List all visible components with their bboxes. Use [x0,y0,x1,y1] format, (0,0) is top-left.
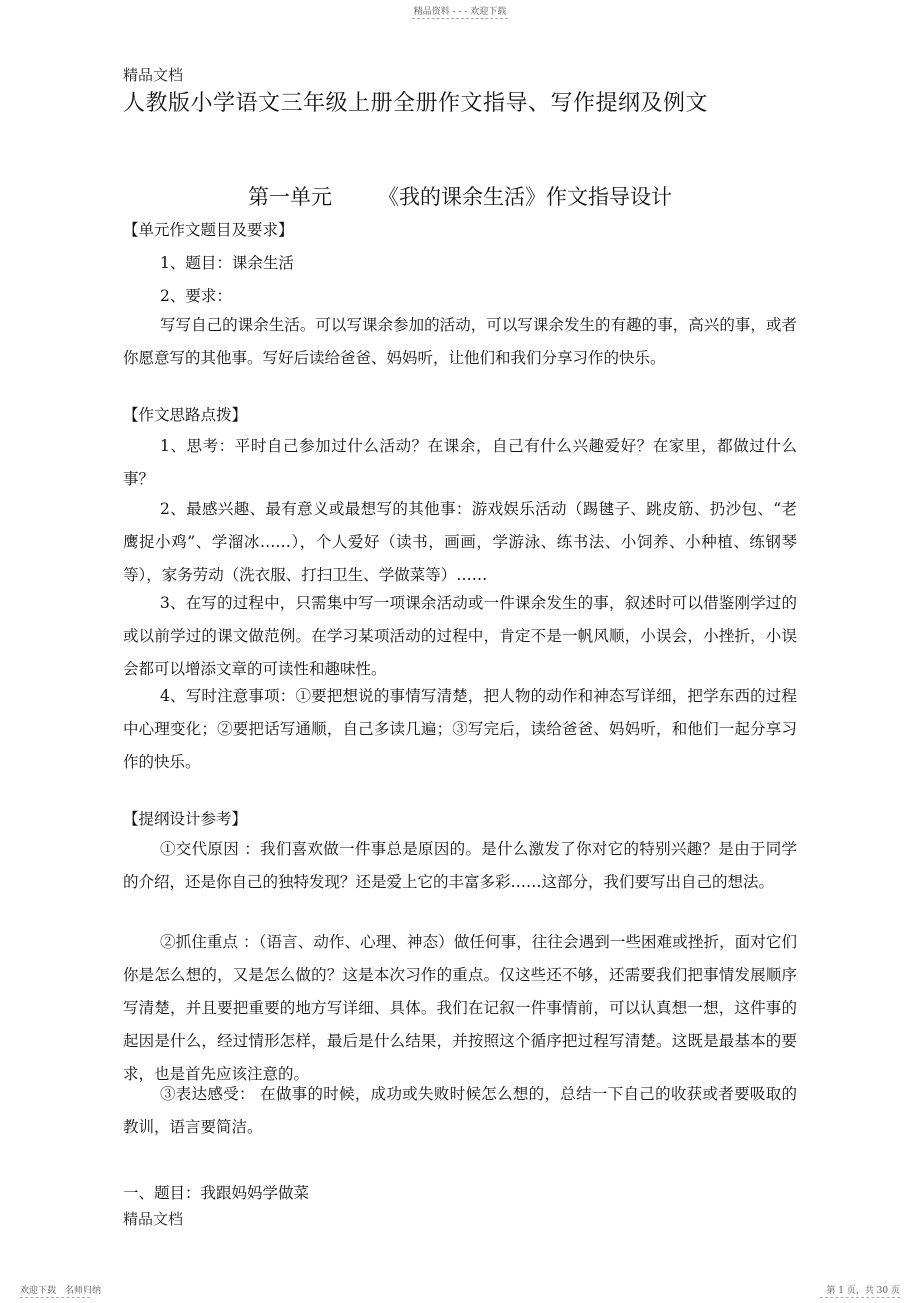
requirement-text: 写写自己的课余生活。可以写课余参加的活动，可以写课余发生的有趣的事，高兴的事，或者你愿意写的其他事。写好后读给爸爸、妈妈听，让他们和我们分享习作的快乐。 [123,316,797,367]
footer-left: 欢迎下载 名师归纳 [20,1286,102,1296]
page-header: 精品资料 - - - 欢迎下载 [413,7,507,17]
page-number: 第 1 页，共 30 页 [826,1286,900,1296]
doc-mark-top: 精品文档 [123,66,184,84]
requirement-label: 2、要求： [160,287,232,305]
outline-paragraph-1: ①交代原因 ：我们喜欢做一件事总是原因的。是什么激发了你对它的特别兴趣？是由于同学的介绍，还是你自己的独特发现？还是爱上它的丰富多彩……这部分，我们要写出自己的想法。 [123,840,797,891]
next-topic: 一、题目：我跟妈妈学做菜 [123,1184,310,1202]
idea-paragraph-4: 4、写时注意事项：①要把想说的事情写清楚，把人物的动作和神态写详细，把学东西的过程中心理变化；②要把话写通顺，自己多读几遍；③写完后，读给爸爸、妈妈听，和他们一起分享习作的快乐。 [123,687,797,771]
idea-paragraph-2: 2、最感兴趣、最有意义或最想写的其他事：游戏娱乐活动（踢毽子、跳皮筋、扔沙包、“老 鹰捉小鸡”、学溜冰……），个人爱好（读书，画画，学游泳、练书法、小饲养、小种植、练钢琴等），家务劳动（洗衣服、打扫卫生、学做菜等）…… [123,500,813,584]
footer-right-divider [820,1297,900,1298]
idea-paragraph-1: 1、思考：平时自己参加过什么活动？在课余，自己有什么兴趣爱好？在家里，都做过什么事？ [123,437,797,488]
section-heading-requirements: 【单元作文题目及要求】 [123,221,294,239]
section-heading-ideas: 【作文思路点拨】 [123,406,248,424]
footer-left-divider [20,1297,90,1298]
idea-paragraph-3: 3、在写的过程中，只需集中写一项课余活动或一件课余发生的事，叙述时可以借鉴刚学过的或以前学过的课文做范例。在学习某项活动的过程中，肯定不是一帆风顺，小误会，小挫折，小误会都可以增添文章的可读性和趣味性。 [123,594,797,678]
topic-line: 1、题目：课余生活 [160,254,294,272]
header-divider [412,18,508,19]
section-heading-outline: 【提纲设计参考】 [123,810,248,828]
unit-subtitle [123,181,797,211]
document-title: 人教版小学语文三年级上册全册作文指导、写作提纲及例文 [123,91,709,116]
unit-name: 《我的课余生活》作文指导设计 [378,185,672,209]
unit-label: 第一单元 [248,185,332,209]
outline-paragraph-2: ②抓住重点 ：（语言、动作、心理、神态）做任何事，往往会遇到一些困难或挫折，面对它们你是怎么想的，又是怎么做的？这是本次习作的重点。仅这些还不够，还需要我们把事情发展顺序写清楚，并且要把重要的地方写详细、具体。我们在记叙一件事情前，可以认真想一想，这件事的起因是什么，经过情形怎样，最后是什么结果，并按照这个循序把过程写清楚。这既是最基本的要求，也是首先应该注意的。 [123,933,797,1083]
doc-mark-bottom: 精品文档 [123,1210,184,1228]
outline-paragraph-3: ③表达感受： 在做事的时候，成功或失败时候怎么想的，总结一下自己的收获或者要吸取的教训，语言要简洁。 [123,1085,797,1136]
